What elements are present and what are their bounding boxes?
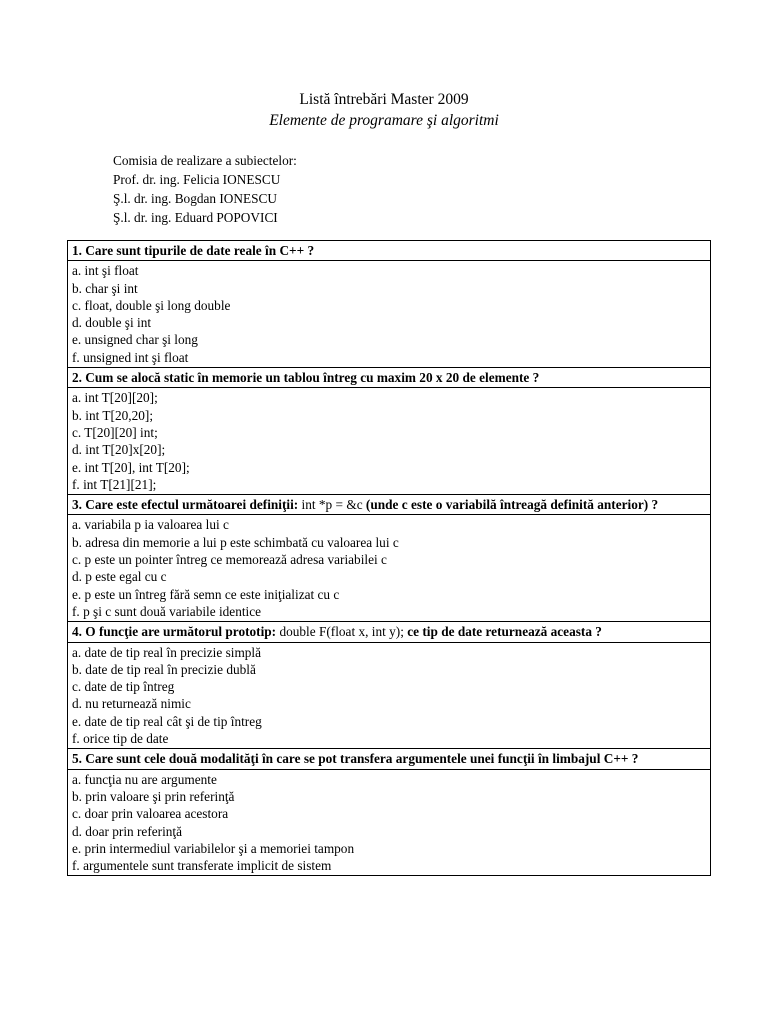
answer-option: a. int T[20][20]; (72, 390, 158, 406)
question-text (68, 241, 711, 261)
answer-option: e. int T[20], int T[20]; (72, 459, 190, 475)
options-cell (68, 642, 711, 749)
question-text (68, 622, 711, 642)
question-text-part: ce tip de date returnează aceasta ? (403, 624, 602, 640)
question-text-part: 4. O funcţie are următorul prototip: (72, 624, 280, 640)
answer-option: a. date de tip real în precizie simplă (72, 644, 262, 660)
options-row (68, 388, 711, 495)
committee-heading: Comisia de realizare a subiectelor: (113, 153, 297, 168)
options-row (68, 261, 711, 368)
question-row (68, 749, 711, 769)
committee-member: Ş.l. dr. ing. Bogdan IONESCU (113, 191, 278, 206)
answer-option: f. p şi c sunt două variabile identice (72, 603, 262, 619)
answer-option: d. double şi int (72, 315, 152, 331)
answer-option: d. doar prin referinţă (72, 823, 183, 839)
question-row (68, 495, 711, 515)
answer-option: f. unsigned int şi float (72, 349, 189, 365)
answer-option: c. p este un pointer întreg ce memorează adresa variabilei c (72, 552, 387, 568)
options-cell (68, 769, 711, 876)
answer-option: d. p este egal cu c (72, 569, 167, 585)
committee-member: Ş.l. dr. ing. Eduard POPOVICI (113, 210, 278, 225)
question-text (68, 368, 711, 388)
answer-option: b. adresa din memorie a lui p este schimbată cu valoarea lui c (72, 534, 399, 550)
question-text-part: 2. Cum se alocă static în memorie un tablou întreg cu maxim 20 x 20 de elemente ? (72, 370, 540, 386)
question-text-part: (unde c este o variabilă întreagă definită anterior) ? (362, 497, 659, 513)
options-row (68, 769, 711, 876)
options-row (68, 642, 711, 749)
answer-option: f. int T[21][21]; (72, 476, 157, 492)
answer-option: c. date de tip întreg (72, 679, 175, 695)
answer-option: d. nu returnează nimic (72, 696, 191, 712)
answer-option: b. date de tip real în precizie dublă (72, 661, 256, 677)
answer-option: e. date de tip real cât şi de tip întreg (72, 713, 262, 729)
question-row (68, 368, 711, 388)
question-text-part: 5. Care sunt cele două modalităţi în care se pot transfera argumentele unei funcţii în limbajul C++ ? (72, 751, 639, 767)
questions-table (67, 240, 711, 876)
document-title: Listă întrebări Master 2009 (299, 91, 469, 108)
question-row (68, 622, 711, 642)
answer-option: c. T[20][20] int; (72, 424, 158, 440)
question-text (68, 749, 711, 769)
question-code: int *p = &c (301, 497, 363, 513)
answer-option: a. int şi float (72, 263, 139, 279)
question-text-part: 3. Care este efectul următoarei definiţii: (72, 497, 302, 513)
answer-option: a. funcţia nu are argumente (72, 771, 217, 787)
answer-option: e. unsigned char şi long (72, 332, 198, 348)
committee-member: Prof. dr. ing. Felicia IONESCU (113, 172, 281, 187)
question-row (68, 241, 711, 261)
question-text (68, 495, 711, 515)
committee-block (113, 151, 297, 227)
answer-option: f. argumentele sunt transferate implicit de sistem (72, 858, 332, 874)
options-cell (68, 388, 711, 495)
question-code: double F(float x, int y); (279, 624, 404, 640)
document-subtitle: Elemente de programare şi algoritmi (269, 112, 499, 129)
answer-option: c. float, double şi long double (72, 297, 231, 313)
options-cell (68, 515, 711, 622)
options-row (68, 515, 711, 622)
answer-option: e. prin intermediul variabilelor şi a memoriei tampon (72, 840, 355, 856)
answer-option: b. int T[20,20]; (72, 407, 154, 423)
answer-option: d. int T[20]x[20]; (72, 442, 166, 458)
question-text-part: 1. Care sunt tipurile de date reale în C++ ? (72, 243, 315, 258)
options-cell (68, 261, 711, 368)
answer-option: b. prin valoare şi prin referinţă (72, 788, 235, 804)
answer-option: e. p este un întreg fără semn ce este iniţializat cu c (72, 586, 340, 602)
answer-option: f. orice tip de date (72, 731, 169, 747)
answer-option: c. doar prin valoarea acestora (72, 806, 229, 822)
answer-option: b. char şi int (72, 280, 138, 296)
answer-option: a. variabila p ia valoarea lui c (72, 517, 229, 533)
